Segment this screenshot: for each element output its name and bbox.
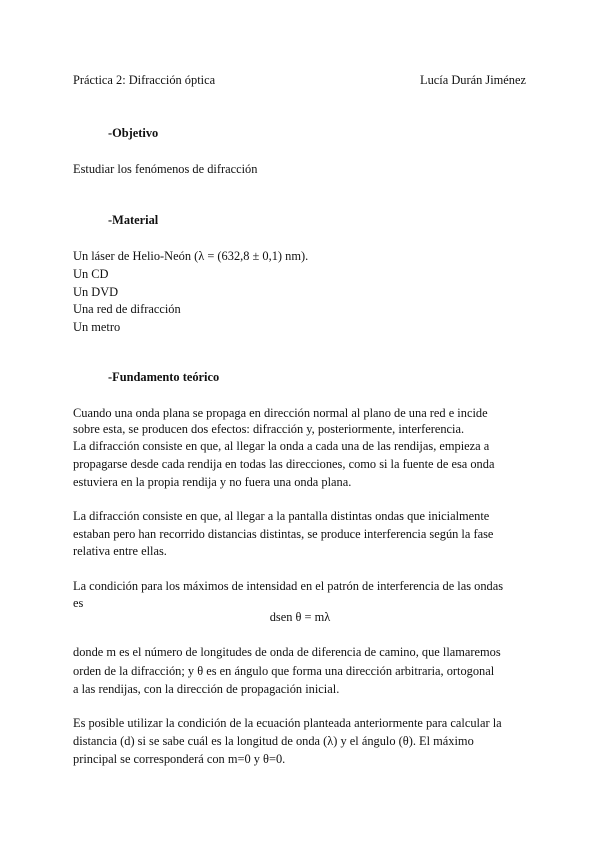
paragraph-line: es [73,596,84,610]
paragraph-line: La condición para los máximos de intensidad en el patrón de interferencia de las ondas [73,579,504,593]
section-title-material: -Material [108,213,159,227]
diffraction-formula: dsen θ = mλ [269,610,331,624]
paragraph-line: orden de la difracción; y θ es en ángulo que forma una dirección arbitraria, ortogonal [73,664,495,678]
paragraph-line: estuviera en la propia rendija y no fuera una onda plana. [73,475,352,489]
material-item: Una red de difracción [73,302,181,316]
paragraph-line: relativa entre ellas. [73,544,167,558]
objetivo-text: Estudiar los fenómenos de difracción [73,162,258,176]
paragraph-line: Es posible utilizar la condición de la ecuación planteada anteriormente para calcular la [73,716,502,730]
material-item: Un CD [73,267,109,281]
material-item: Un DVD [73,285,119,299]
paragraph-line: propagarse desde cada rendija en todas las direcciones, como si la fuente de esa onda [73,457,495,471]
header-author: Lucía Durán Jiménez [420,73,526,87]
section-title-objetivo: -Objetivo [108,126,159,140]
paragraph-line: Cuando una onda plana se propaga en dirección normal al plano de una red e incide [73,406,488,420]
paragraph-line: a las rendijas, con la dirección de propagación inicial. [73,682,340,696]
material-item: Un láser de Helio-Neón (λ = (632,8 ± 0,1) nm). [73,249,309,263]
paragraph-line: estaban pero han recorrido distancias distintas, se produce interferencia según la fase [73,527,494,541]
material-item: Un metro [73,320,121,334]
paragraph-line: La difracción consiste en que, al llegar la onda a cada una de las rendijas, empieza a [73,439,490,453]
header-title: Práctica 2: Difracción óptica [73,73,216,87]
paragraph-line: La difracción consiste en que, al llegar a la pantalla distintas ondas que inicialmente [73,509,490,523]
paragraph-line: donde m es el número de longitudes de onda de diferencia de camino, que llamaremos [73,645,501,659]
paragraph-line: distancia (d) si se sabe cuál es la longitud de onda (λ) y el ángulo (θ). El máximo [73,734,474,748]
paragraph-line: sobre esta, se producen dos efectos: difracción y, posteriormente, interferencia. [73,422,465,436]
paragraph-line: principal se corresponderá con m=0 y θ=0. [73,752,286,766]
page-header [73,71,526,90]
section-title-fundamento: -Fundamento teórico [108,370,220,384]
